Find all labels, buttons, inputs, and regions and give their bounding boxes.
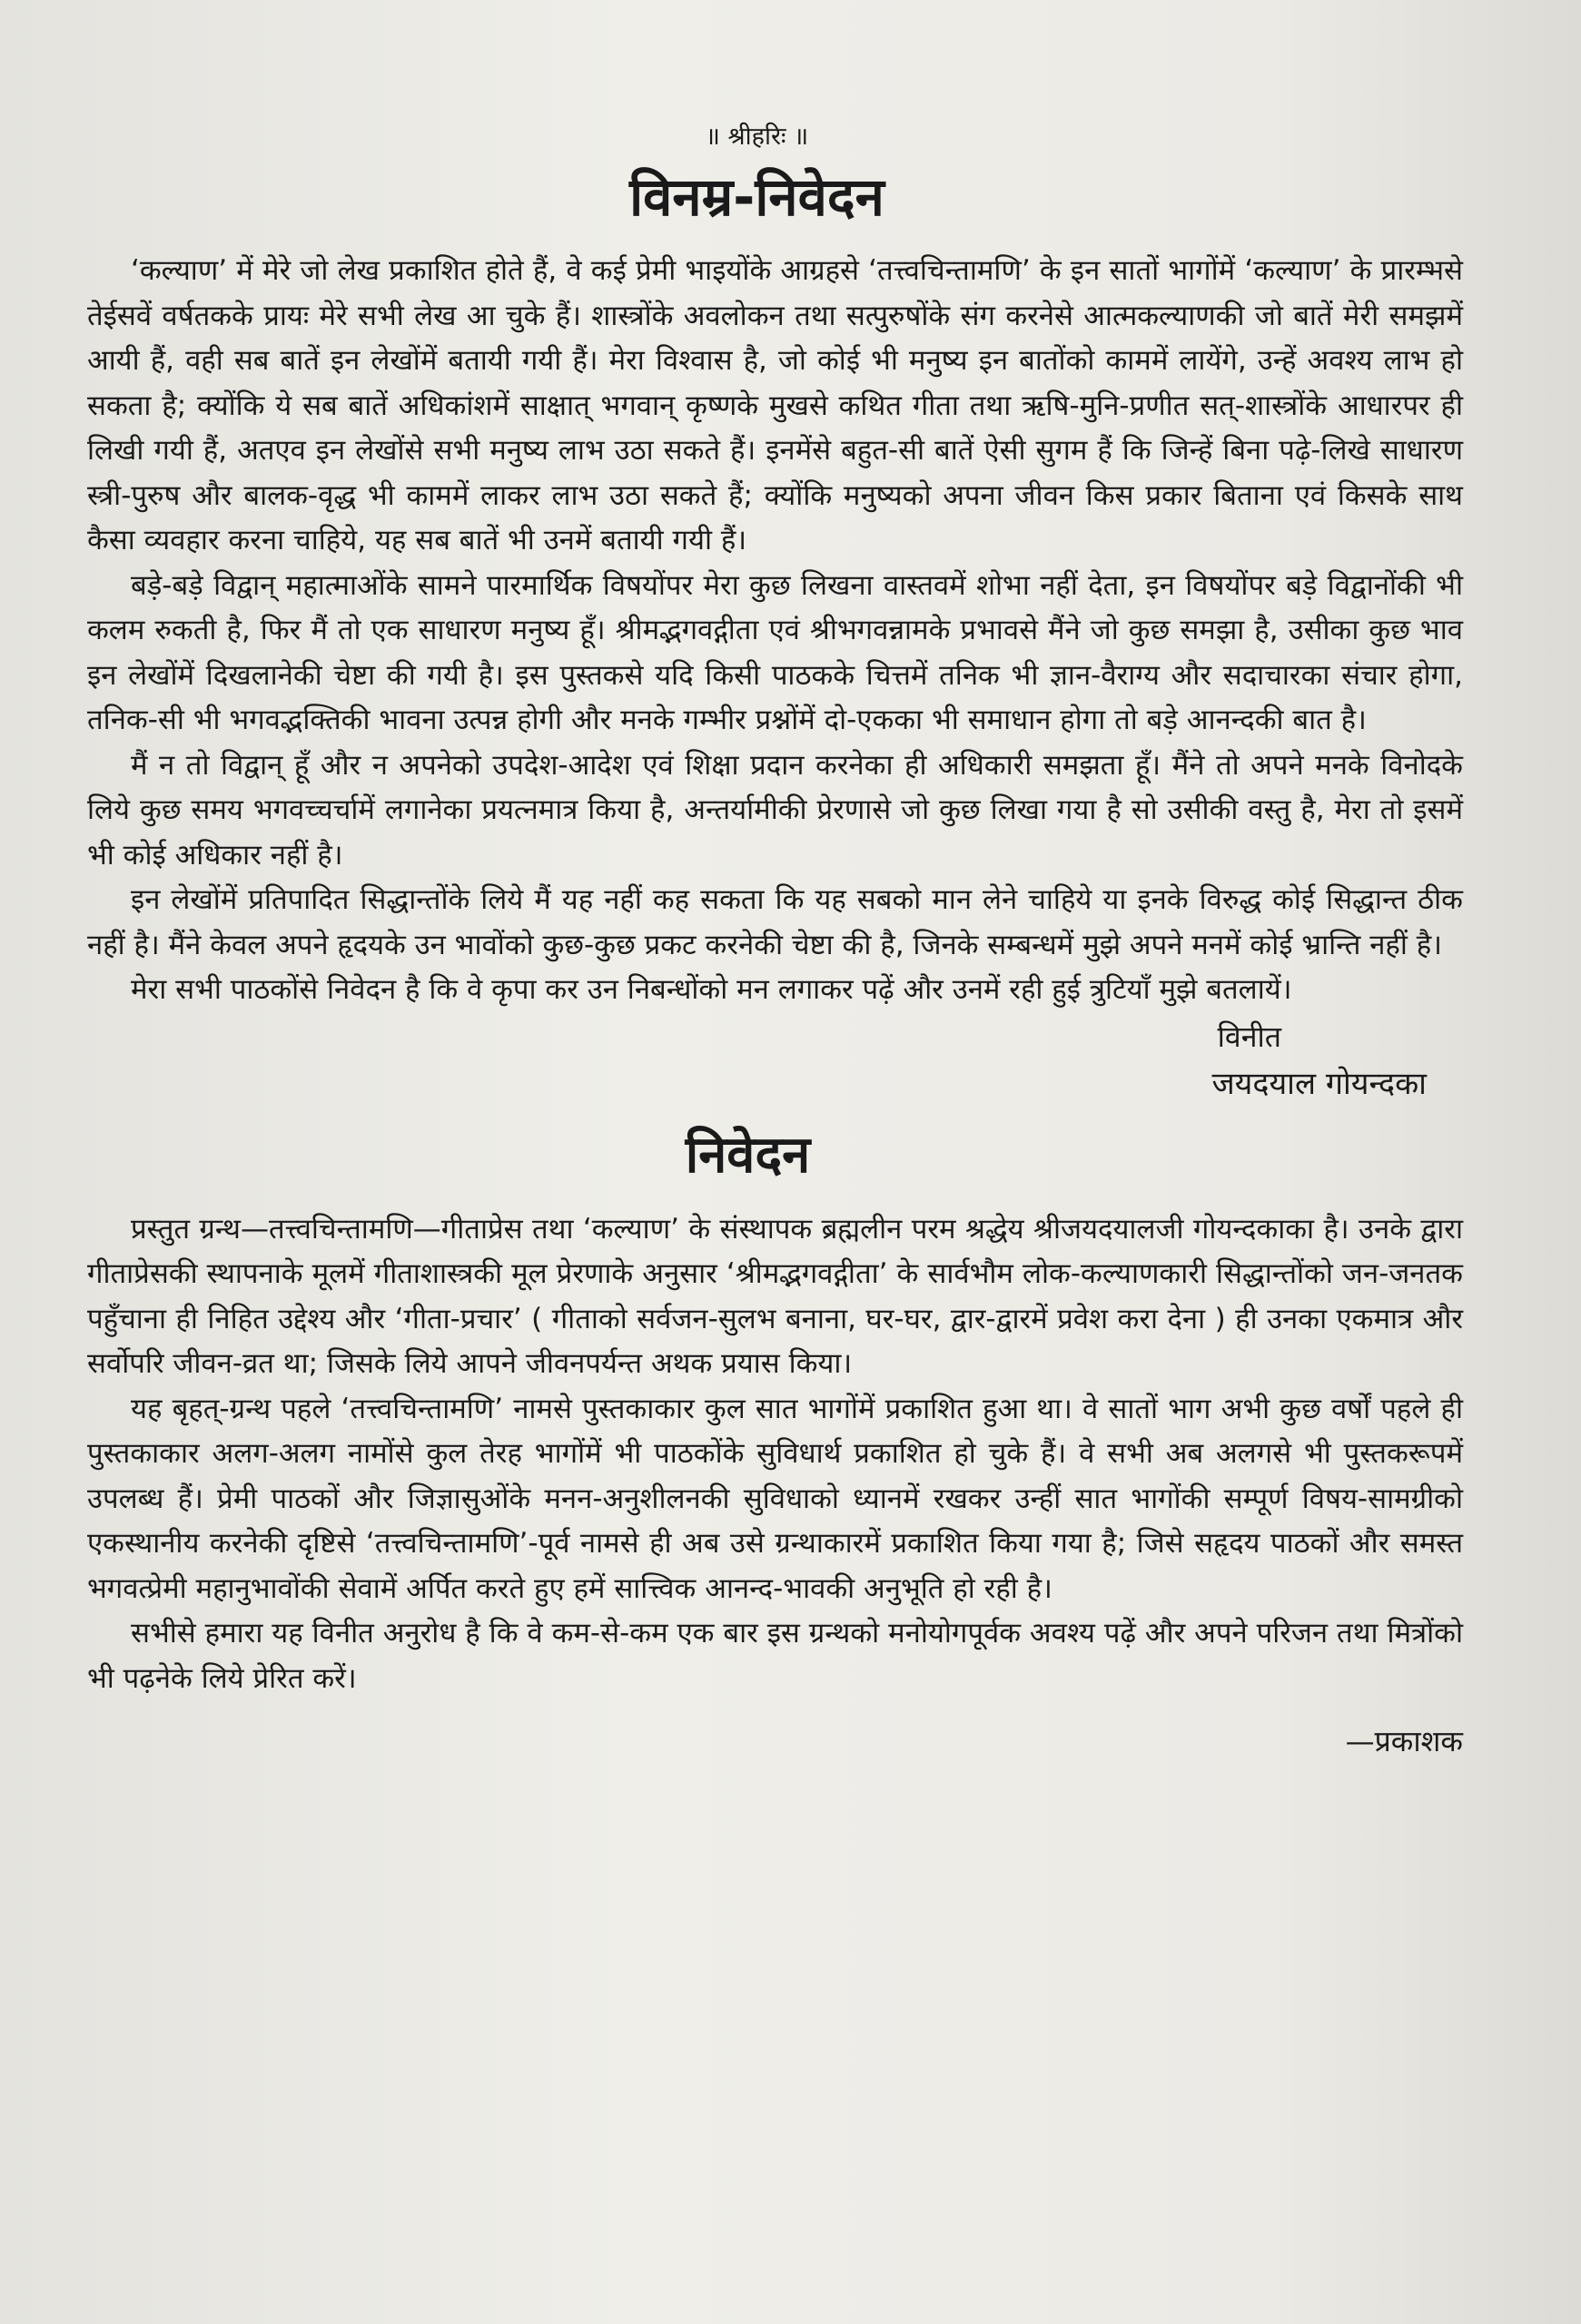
paragraph: इन लेखोंमें प्रतिपादित सिद्धान्तोंके लिये मैं यह नहीं कह सकता कि यह सबको मान लेने चाहिये या इनके विरुद्ध कोई सिद्धान्त ठीक नहीं है। मैंने केवल अपने हृदयके उन भावोंको कुछ-कुछ प्रकट करनेकी चेष्टा की है, जिनके सम्बन्धमें मुझे अपने मनमें कोई भ्रान्ति नहीं है। xyxy=(87,883,1463,961)
paragraph: मैं न तो विद्वान् हूँ और न अपनेको उपदेश-आदेश एवं शिक्षा प्रदान करनेका ही अधिकारी समझता हूँ। मैंने तो अपने मनके विनोदके लिये कुछ समय भगवच्चर्चामें लगानेका प्रयत्नमात्र किया है, अन्तर्यामीकी प्रेरणासे जो कुछ लिखा गया है सो उसीकी वस्तु है, मेरा तो इसमें भी कोई अधिकार नहीं है। xyxy=(87,748,1463,872)
section-2-body xyxy=(87,1207,1463,1702)
publisher-signature: —प्रकाशक xyxy=(1345,1724,1463,1758)
paragraph: बड़े-बड़े विद्वान् महात्माओंके सामने पारमार्थिक विषयोंपर मेरा कुछ लिखना वास्तवमें शोभा नहीं देता, इन विषयोंपर बड़े विद्वानोंकी भी कलम रुकती है, फिर मैं तो एक साधारण मनुष्य हूँ। श्रीमद्भगवद्गीता एवं श्रीभगवन्नामके प्रभावसे मैंने जो कुछ समझा है, उसीका कुछ भाव इन लेखोंमें दिखलानेकी चेष्टा की गयी है। इस पुस्तकसे यदि किसी पाठकके चित्तमें तनिक भी ज्ञान-वैराग्य और सदाचारका संचार होगा, तनिक-सी भी भगवद्भक्तिकी भावना उत्पन्न होगी और मनके गम्भीर प्रश्नोंमें दो-एकका भी समाधान होगा तो बड़े आनन्दकी बात है। xyxy=(87,568,1463,736)
section-1-body xyxy=(87,249,1463,1013)
section-title-vinamra-nivedan: विनम्र-निवेदन xyxy=(629,166,884,228)
paragraph: ‘कल्याण’ में मेरे जो लेख प्रकाशित होते हैं, वे कई प्रेमी भाइयोंके आग्रहसे ‘तत्त्वचिन्तामणि’ के इन सातों भागोंमें ‘कल्याण’ के प्रारम्भसे तेईसवें वर्षतकके प्रायः मेरे सभी लेख आ चुके हैं। शास्त्रोंके अवलोकन तथा सत्पुरुषोंके संग करनेसे आत्मकल्याणकी जो बातें मेरी समझमें आयी हैं, वही सब बातें इन लेखोंमें बतायी गयी हैं। मेरा विश्वास है, जो कोई भी मनुष्य इन बातोंको काममें लायेंगे, उन्हें अवश्य लाभ हो सकता है; क्योंकि ये सब बातें अधिकांशमें साक्षात् भगवान् कृष्णके मुखसे कथित गीता तथा ऋषि-मुनि-प्रणीत सत्-शास्त्रोंके आधारपर ही लिखी गयी हैं, अतएव इन लेखोंसे सभी मनुष्य लाभ उठा सकते हैं। इनमेंसे बहुत-सी बातें ऐसी सुगम हैं कि जिन्हें बिना पढ़े-लिखे साधारण स्त्री-पुरुष और बालक-वृद्ध भी काममें लाकर लाभ उठा सकते हैं; क्योंकि मनुष्यको अपना जीवन किस प्रकार बिताना एवं किसके साथ कैसा व्यवहार करना चाहिये, यह सब बातें भी उनमें बतायी गयी हैं। xyxy=(87,254,1463,556)
paragraph: यह बृहत्-ग्रन्थ पहले ‘तत्त्वचिन्तामणि’ नामसे पुस्तकाकार कुल सात भागोंमें प्रकाशित हुआ था। वे सातों भाग अभी कुछ वर्षों पहले ही पुस्तकाकार अलग-अलग नामोंसे कुल तेरह भागोंमें भी पाठकोंके सुविधार्थ प्रकाशित हो चुके हैं। वे सभी अब अलगसे भी पुस्तकरूपमें उपलब्ध हैं। प्रेमी पाठकों और जिज्ञासुओंके मनन-अनुशीलनकी सुविधाको ध्यानमें रखकर उन्हीं सात भागोंकी सम्पूर्ण विषय-सामग्रीको एकस्थानीय करनेकी दृष्टिसे ‘तत्त्वचिन्तामणि’-पूर्व नामसे ही अब उसे ग्रन्थाकारमें प्रकाशित किया गया है; जिसे सहृदय पाठकों और समस्त भगवत्प्रेमी महानुभावोंकी सेवामें अर्पित करते हुए हमें सात्त्विक आनन्द-भावकी अनुभूति हो रही है। xyxy=(87,1392,1463,1605)
paragraph: सभीसे हमारा यह विनीत अनुरोध है कि वे कम-से-कम एक बार इस ग्रन्थको मनोयोगपूर्वक अवश्य पढ़ें और अपने परिजन तथा मित्रोंको भी पढ़नेके लिये प्रेरित करें। xyxy=(87,1617,1463,1695)
section-title-nivedan: निवेदन xyxy=(685,1125,811,1185)
paragraph: प्रस्तुत ग्रन्थ—तत्त्वचिन्तामणि—गीताप्रेस तथा ‘कल्याण’ के संस्थापक ब्रह्मलीन परम श्रद्धेय श्रीजयदयालजी गोयन्दकाका है। उनके द्वारा गीताप्रेसकी स्थापनाके मूलमें गीताशास्त्रकी मूल प्रेरणाके अनुसार ‘श्रीमद्भगवद्गीता’ के सार्वभौम लोक-कल्याणकारी सिद्धान्तोंको जन-जनतक पहुँचाना ही निहित उद्देश्य और ‘गीता-प्रचार’ ( गीताको सर्वजन-सुलभ बनाना, घर-घर, द्वार-द्वारमें प्रवेश करा देना ) ही उनका एकमात्र और सर्वोपरि जीवन-व्रत था; जिसके लिये आपने जीवनपर्यन्त अथक प्रयास किया। xyxy=(87,1212,1463,1380)
invocation-header: ॥ श्रीहरिः ॥ xyxy=(705,123,809,151)
author-name: जयदयाल गोयन्दका xyxy=(1211,1065,1427,1102)
closing: विनीत xyxy=(1217,1019,1281,1054)
signature-block xyxy=(87,1013,1463,1108)
paragraph: मेरा सभी पाठकोंसे निवेदन है कि वे कृपा कर उन निबन्धोंको मन लगाकर पढ़ें और उनमें रही हुई त्रुटियाँ मुझे बतलायें। xyxy=(131,973,1292,1006)
book-page xyxy=(87,118,1463,1760)
